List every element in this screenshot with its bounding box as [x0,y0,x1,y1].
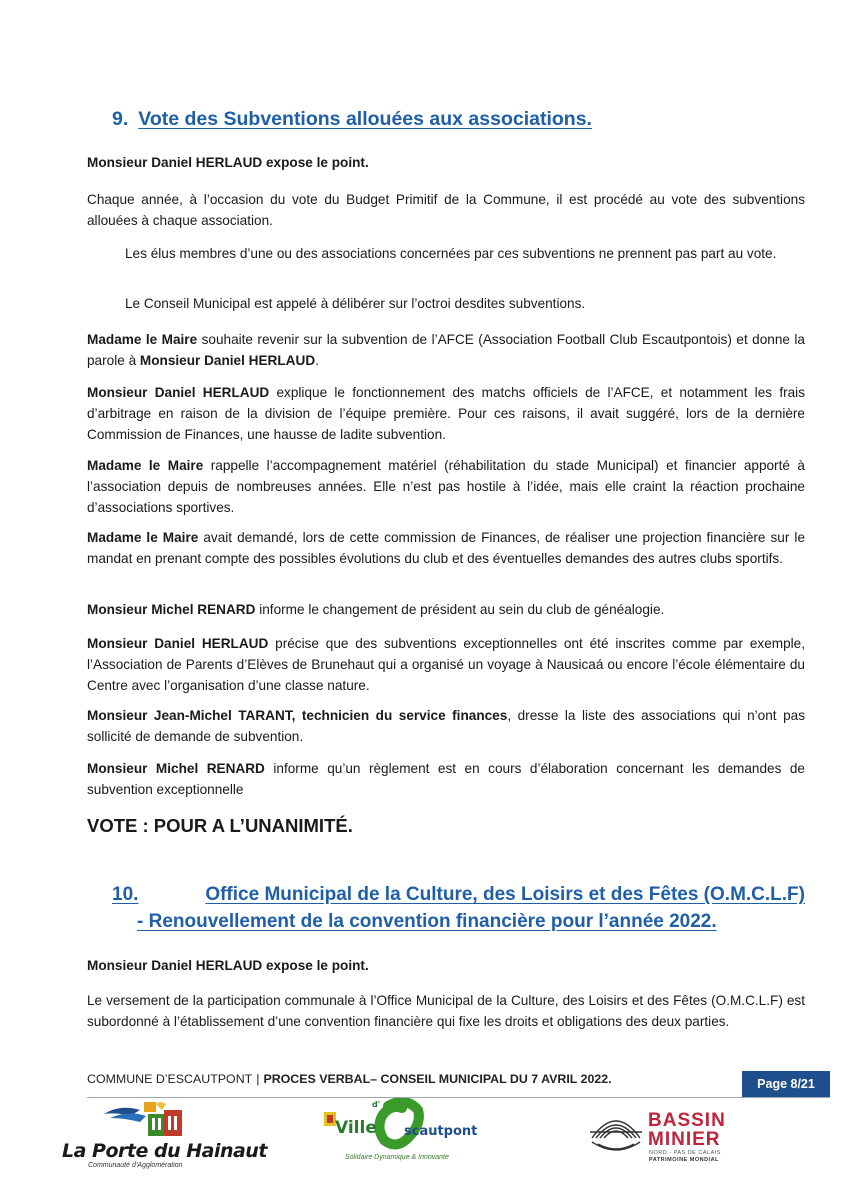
porte-logo-subtitle: Communauté d’Agglomération [88,1162,183,1169]
paragraph-text: précise que des subventions exceptionnelles ont été inscrites comme par exemple, l’Association de Parents d’Elèves de Brunehaut qui a organisé un voyage à Nausicaá ou encore l’école élémentaire du Centre avec l’organisation d’une classe nature. [87,636,805,693]
bassin-logo-line2: MINIER [648,1129,721,1150]
paragraph-text: , dresse la liste des associations qui n’ont pas sollicité de demande de subvention. [87,708,806,744]
paragraph-text: explique le fonctionnement des matchs officiels de l’AFCE, et notamment les frais d’arbitrage en raison de la division de l’équipe première. Pour ces raisons, il avait suggéré, lors de la dernière Commission de Finances, une hausse de ladite subvention. [87,385,805,442]
paragraph-text: Les élus membres d’une ou des associations concernées par ces subventions ne prennent pas part au vote. [125,246,777,261]
paragraph [87,599,805,620]
bassin-logo-line1: BASSIN [648,1110,726,1131]
paragraph-text: informe qu’un règlement est en cours d’élaboration concernant les demandes de subvention exceptionnelle [87,761,805,797]
paragraph-text: souhaite revenir sur la subvention de l’AFCE (Association Football Club Escautpontois) et donne la parole à [87,332,805,368]
bassin-minier-logo-icon [588,1108,644,1158]
paragraph [87,293,805,314]
section-10-title-line1: Office Municipal de la Culture, des Loisirs et des Fêtes (O.M.C.L.F) [205,884,805,905]
paragraph [87,243,805,264]
ville-logo-word1: Ville [335,1118,377,1138]
paragraph-text: Le Conseil Municipal est appelé à délibérer sur l’octroi desdites subventions. [125,296,586,311]
footer-doc-title: PROCES VERBAL– CONSEIL MUNICIPAL DU 7 AVRIL 2022. [263,1072,612,1086]
paragraph-text: . [315,353,319,368]
speaker-name: Monsieur Michel RENARD [87,761,265,776]
page-number-badge: Page 8/21 [742,1071,830,1097]
ville-logo-tagline: Solidaire Dynamique & Innovante [345,1154,449,1161]
paragraph [87,329,805,371]
paragraph [87,758,805,800]
paragraph [87,382,805,445]
paragraph [87,527,805,569]
speaker-name: Madame le Maire [87,332,198,347]
bassin-logo-line4: PATRIMOINE MONDIAL [649,1157,719,1163]
paragraph [87,189,805,231]
paragraph-text: Chaque année, à l’occasion du vote du Budget Primitif de la Commune, il est procédé au vote des subventions allouées à chaque association. [87,192,805,228]
speaker-name: Madame le Maire [87,530,199,545]
paragraph [87,455,805,518]
ville-logo-prefix: d' [372,1100,381,1109]
paragraph [87,705,805,747]
speaker-name: Monsieur Daniel HERLAUD expose le point. [87,958,369,973]
ville-logo-word2: scautpont [404,1124,478,1139]
paragraph [87,152,805,173]
section-9-title: Vote des Subventions allouées aux associations. [138,108,592,130]
porte-du-hainaut-logo-icon [100,1100,190,1140]
speaker-name: Monsieur Daniel HERLAUD expose le point. [87,155,369,170]
paragraph [87,990,805,1032]
paragraph-text: informe le changement de président au sein du club de généalogie. [255,602,665,617]
paragraph-text: avait demandé, lors de cette commission de Finances, de réaliser une projection financière sur le mandat en prenant compte des possibles évolutions du club et des éventuelles demandes des autres clubs sportifs. [87,530,806,566]
porte-logo-name: La Porte du Hainaut [62,1140,267,1162]
footer-commune: COMMUNE D’ESCAUTPONT [87,1072,253,1086]
speaker-name: Monsieur Michel RENARD [87,602,256,617]
section-9-number: 9. [112,108,129,130]
paragraph [87,633,805,696]
speaker-name: Monsieur Daniel HERLAUD [139,353,316,368]
speaker-name: Monsieur Daniel HERLAUD [87,385,270,400]
paragraph-text: rappelle l’accompagnement matériel (réhabilitation du stade Municipal) et financier apporté à l’association depuis de nombreuses années. Elle n’est pas hostile à l’idée, mais elle craint la réaction prochaine d’associations sportives. [87,458,805,515]
vote-result: VOTE : POUR A L’UNANIMITÉ. [87,815,353,836]
section-10-number: 10. [112,884,139,905]
footer-title [87,1072,612,1086]
footer-separator: | [256,1072,260,1086]
speaker-name: Madame le Maire [87,458,204,473]
paragraph [87,955,805,976]
section-10-title-line2: - Renouvellement de la convention financière pour l’année 2022. [137,911,717,932]
speaker-name: Monsieur Jean-Michel TARANT, technicien du service finances [87,708,508,723]
speaker-name: Monsieur Daniel HERLAUD [87,636,269,651]
paragraph-text: Le versement de la participation communale à l’Office Municipal de la Culture, des Loisirs et des Fêtes (O.M.C.L.F) est subordonné à l’établissement d’une convention financière qui fixe les droits et obligations des deux parties. [87,993,805,1029]
section-9-heading [112,108,592,131]
bassin-logo-line3: NORD - PAS DE CALAIS [649,1150,721,1156]
